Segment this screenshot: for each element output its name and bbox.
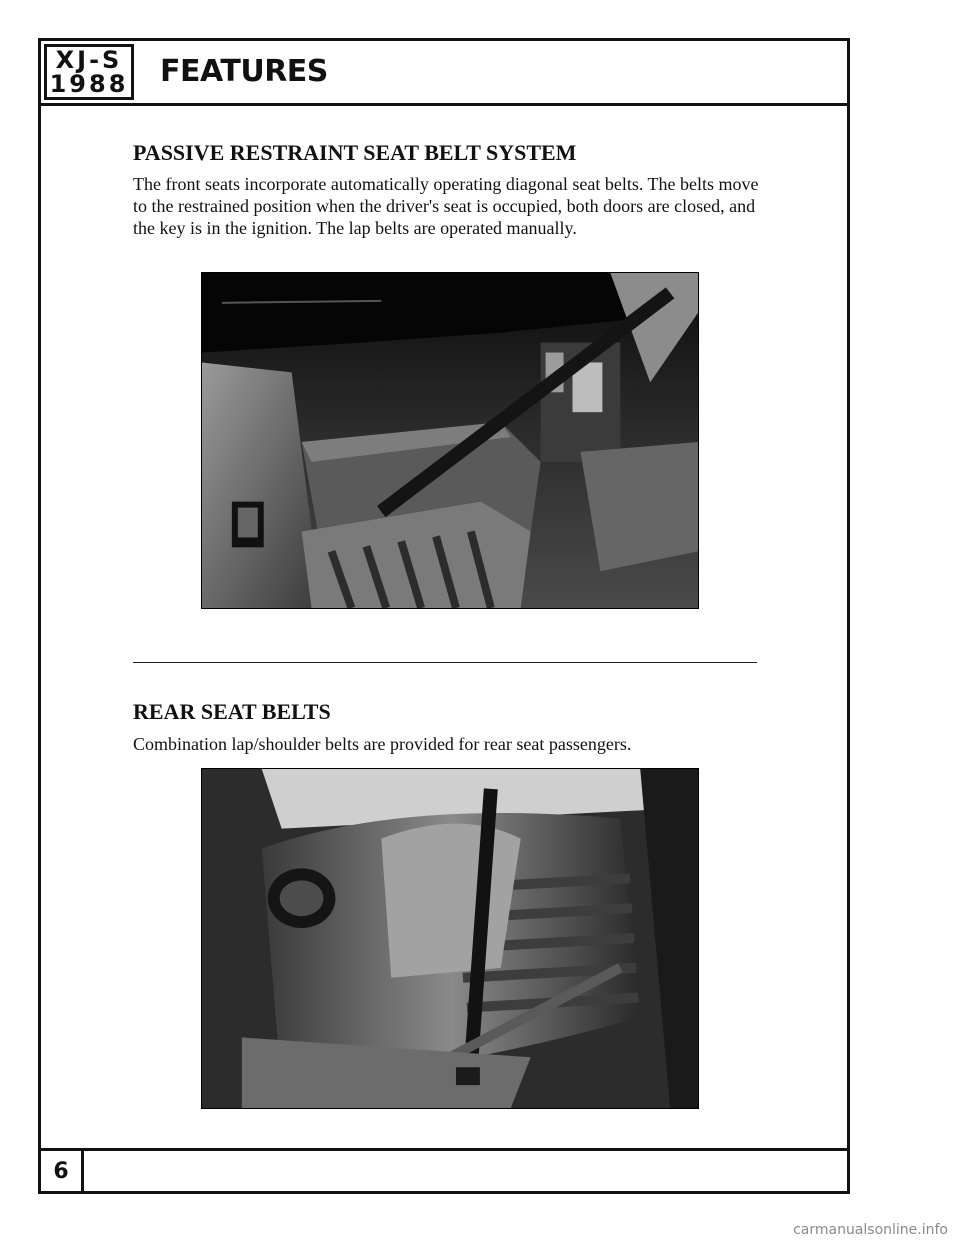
section-title: FEATURES bbox=[160, 54, 328, 89]
rear-seat-belt-photo bbox=[201, 768, 699, 1109]
passive-restraint-text: The front seats incorporate automatically operating diagonal seat belts. The belts move to the restrained position when the driver's seat is occupied, both doors are closed, and the key is in the ignition. The lap belts are operated manually. bbox=[133, 174, 759, 238]
footer-rule bbox=[84, 1148, 850, 1151]
watermark-text: carmanualsonline.info bbox=[793, 1222, 948, 1238]
passive-restraint-heading: PASSIVE RESTRAINT SEAT BELT SYSTEM bbox=[133, 140, 577, 165]
section-divider bbox=[133, 662, 757, 663]
model-name: XJ-S bbox=[55, 46, 123, 74]
rear-seat-belts-text: Combination lap/shoulder belts are provided for rear seat passengers. bbox=[133, 734, 632, 754]
model-year: 1988 bbox=[49, 70, 129, 98]
page-number: 6 bbox=[38, 1148, 84, 1194]
model-badge bbox=[44, 44, 134, 100]
header-rule bbox=[38, 103, 850, 106]
front-seat-belt-photo bbox=[201, 272, 699, 609]
rear-seat-belts-heading: REAR SEAT BELTS bbox=[133, 699, 331, 724]
